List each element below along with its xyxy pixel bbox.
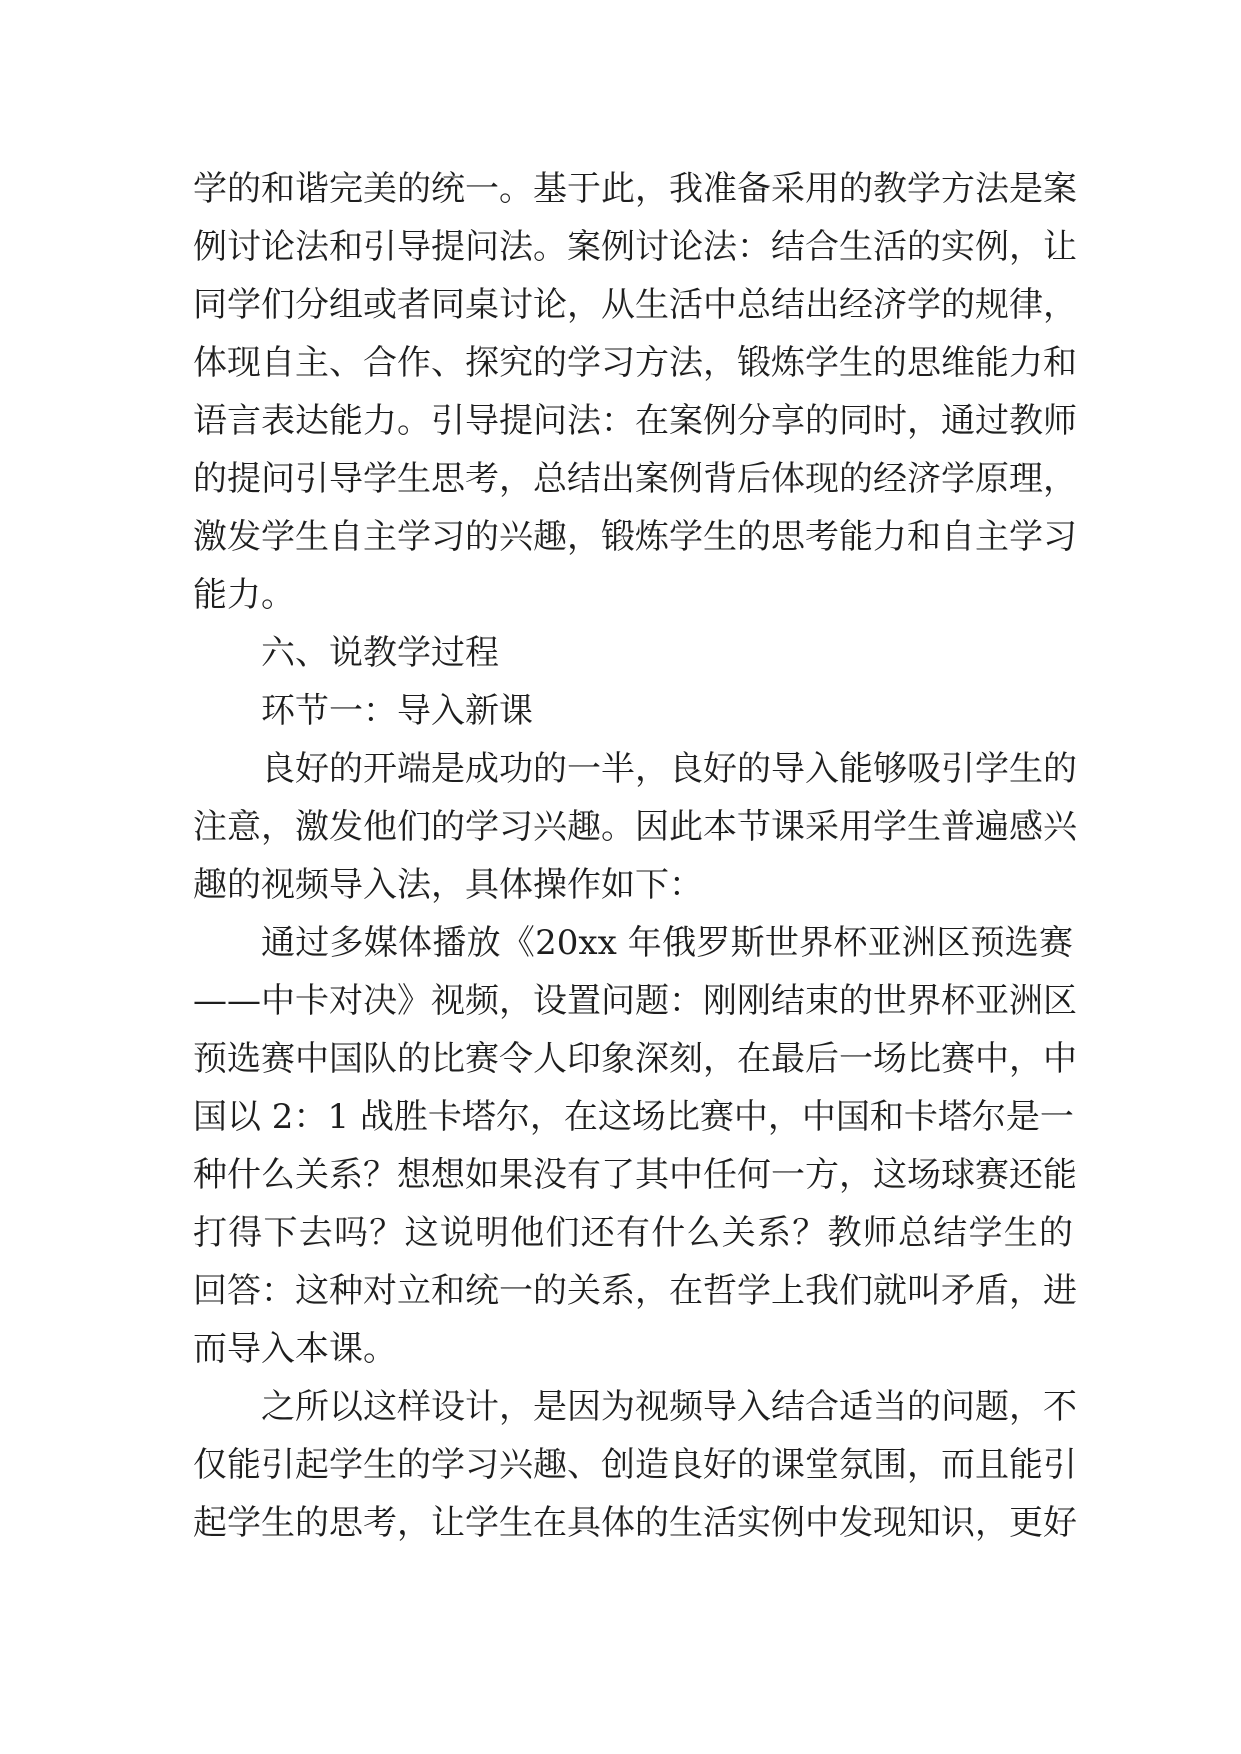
text-line: 注意，激发他们的学习兴趣。因此本节课采用学生普遍感兴 <box>193 807 1077 847</box>
text-line: 种什么关系？想想如果没有了其中任何一方，这场球赛还能 <box>193 1155 1077 1195</box>
text-line: 语言表达能力。引导提问法：在案例分享的同时，通过教师 <box>193 401 1077 441</box>
text-line: 回答：这种对立和统一的关系，在哲学上我们就叫矛盾，进 <box>193 1271 1077 1311</box>
text-line: 能力。 <box>193 575 295 615</box>
text-line: 而导入本课。 <box>193 1329 397 1369</box>
text-line: 国以 2：1 战胜卡塔尔，在这场比赛中，中国和卡塔尔是一 <box>193 1097 1074 1137</box>
text-line: 之所以这样设计，是因为视频导入结合适当的问题，不 <box>261 1387 1077 1427</box>
section-heading: 六、说教学过程 <box>261 633 499 673</box>
text-line: 例讨论法和引导提问法。案例讨论法：结合生活的实例，让 <box>193 227 1077 267</box>
text-line: 仅能引起学生的学习兴趣、创造良好的课堂氛围，而且能引 <box>193 1445 1077 1485</box>
subsection-heading: 环节一：导入新课 <box>261 691 533 731</box>
text-line: 通过多媒体播放《20xx 年俄罗斯世界杯亚洲区预选赛 <box>261 923 1073 963</box>
body-text <box>193 160 1077 1552</box>
text-line: ——中卡对决》视频，设置问题：刚刚结束的世界杯亚洲区 <box>193 981 1077 1021</box>
text-line: 起学生的思考，让学生在具体的生活实例中发现知识，更好 <box>193 1503 1077 1543</box>
text-line: 体现自主、合作、探究的学习方法，锻炼学生的思维能力和 <box>193 343 1077 383</box>
text-line: 良好的开端是成功的一半，良好的导入能够吸引学生的 <box>261 749 1077 789</box>
text-line: 的提问引导学生思考，总结出案例背后体现的经济学原理， <box>193 459 1077 499</box>
text-line: 预选赛中国队的比赛令人印象深刻，在最后一场比赛中，中 <box>193 1039 1077 1079</box>
text-line: 趣的视频导入法，具体操作如下： <box>193 865 703 905</box>
text-line: 同学们分组或者同桌讨论，从生活中总结出经济学的规律， <box>193 285 1077 325</box>
text-line: 打得下去吗？这说明他们还有什么关系？教师总结学生的 <box>193 1213 1073 1253</box>
text-line: 激发学生自主学习的兴趣，锻炼学生的思考能力和自主学习 <box>193 517 1077 557</box>
text-line: 学的和谐完美的统一。基于此，我准备采用的教学方法是案 <box>193 169 1077 209</box>
